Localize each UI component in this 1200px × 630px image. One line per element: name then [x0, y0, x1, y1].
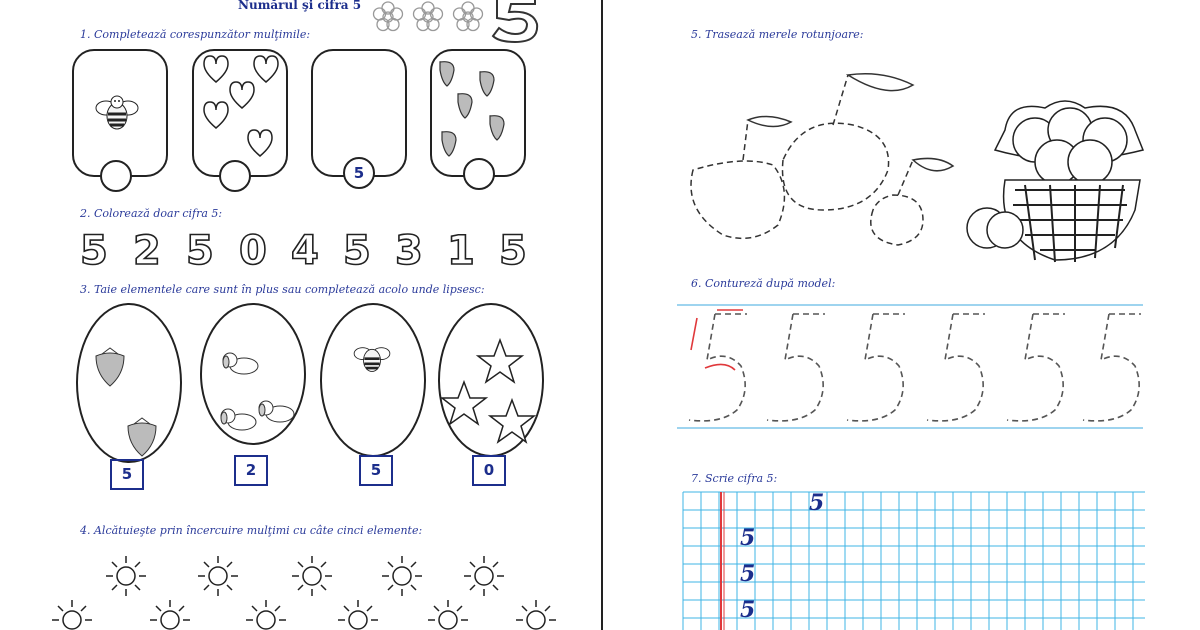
right-worksheet-page [603, 0, 1200, 630]
task-7-instruction: 7. Scrie cifra 5: [691, 472, 778, 485]
digit-9[interactable]: 5 [499, 228, 527, 274]
strawberry-icon [124, 418, 160, 458]
digit-5[interactable]: 4 [291, 228, 319, 274]
digit-4[interactable]: 0 [239, 228, 267, 274]
task-2-instruction: 2. Colorează doar cifra 5: [80, 207, 223, 220]
digit-1[interactable]: 5 [80, 228, 108, 274]
grid-digit-example: 5 [809, 490, 825, 516]
grid-digit-row-1: 5 [740, 525, 756, 551]
task-5-instruction: 5. Trasează merele rotunjoare: [691, 28, 864, 41]
task-1-instruction: 1. Completează corespunzător mulţimile: [80, 28, 311, 41]
answer-box-4[interactable]: 0 [472, 455, 506, 486]
task-6-instruction: 6. Contureză după model: [691, 277, 836, 290]
puppy-icon [220, 348, 260, 378]
digit-7[interactable]: 3 [395, 228, 423, 274]
bee-icon [350, 340, 394, 374]
suns-group-icon [40, 548, 570, 630]
tracing-lines-area [677, 304, 1143, 430]
answer-circle-2[interactable] [219, 160, 251, 192]
grid-digit-row-3: 5 [740, 597, 756, 623]
puppy-icon [218, 404, 258, 434]
digit-2[interactable]: 2 [133, 228, 161, 274]
oval-bee [320, 303, 426, 457]
answer-box-2[interactable]: 2 [234, 455, 268, 486]
bee-icon [92, 92, 142, 132]
puppy-icon [256, 396, 296, 426]
apple-basket-icon [965, 90, 1165, 270]
answer-box-3[interactable]: 5 [359, 455, 393, 486]
stars-group-icon [440, 330, 540, 450]
flower-decoration-icon [370, 0, 490, 36]
answer-circle-1[interactable] [100, 160, 132, 192]
digit-6[interactable]: 5 [343, 228, 371, 274]
hearts-group-icon [196, 52, 284, 164]
answer-circle-3[interactable]: 5 [343, 157, 375, 189]
big-five-decoration-icon [487, 0, 547, 47]
strawberry-icon [92, 348, 128, 388]
dashed-apples-tracing-icon [683, 60, 1003, 260]
digit-3[interactable]: 5 [186, 228, 214, 274]
worksheet-title: Numărul şi cifra 5 [238, 0, 362, 12]
task-3-instruction: 3. Taie elementele care sunt în plus sau completează acolo unde lipsesc: [80, 283, 485, 296]
digit-8[interactable]: 1 [447, 228, 475, 274]
answer-box-1[interactable]: 5 [110, 459, 144, 490]
task-4-instruction: 4. Alcătuieşte prin încercuire mulţimi cu câte cinci elemente: [80, 524, 423, 537]
answer-circle-4[interactable] [463, 158, 495, 190]
grid-digit-row-2: 5 [740, 561, 756, 587]
strawberries-group-icon [434, 54, 520, 164]
